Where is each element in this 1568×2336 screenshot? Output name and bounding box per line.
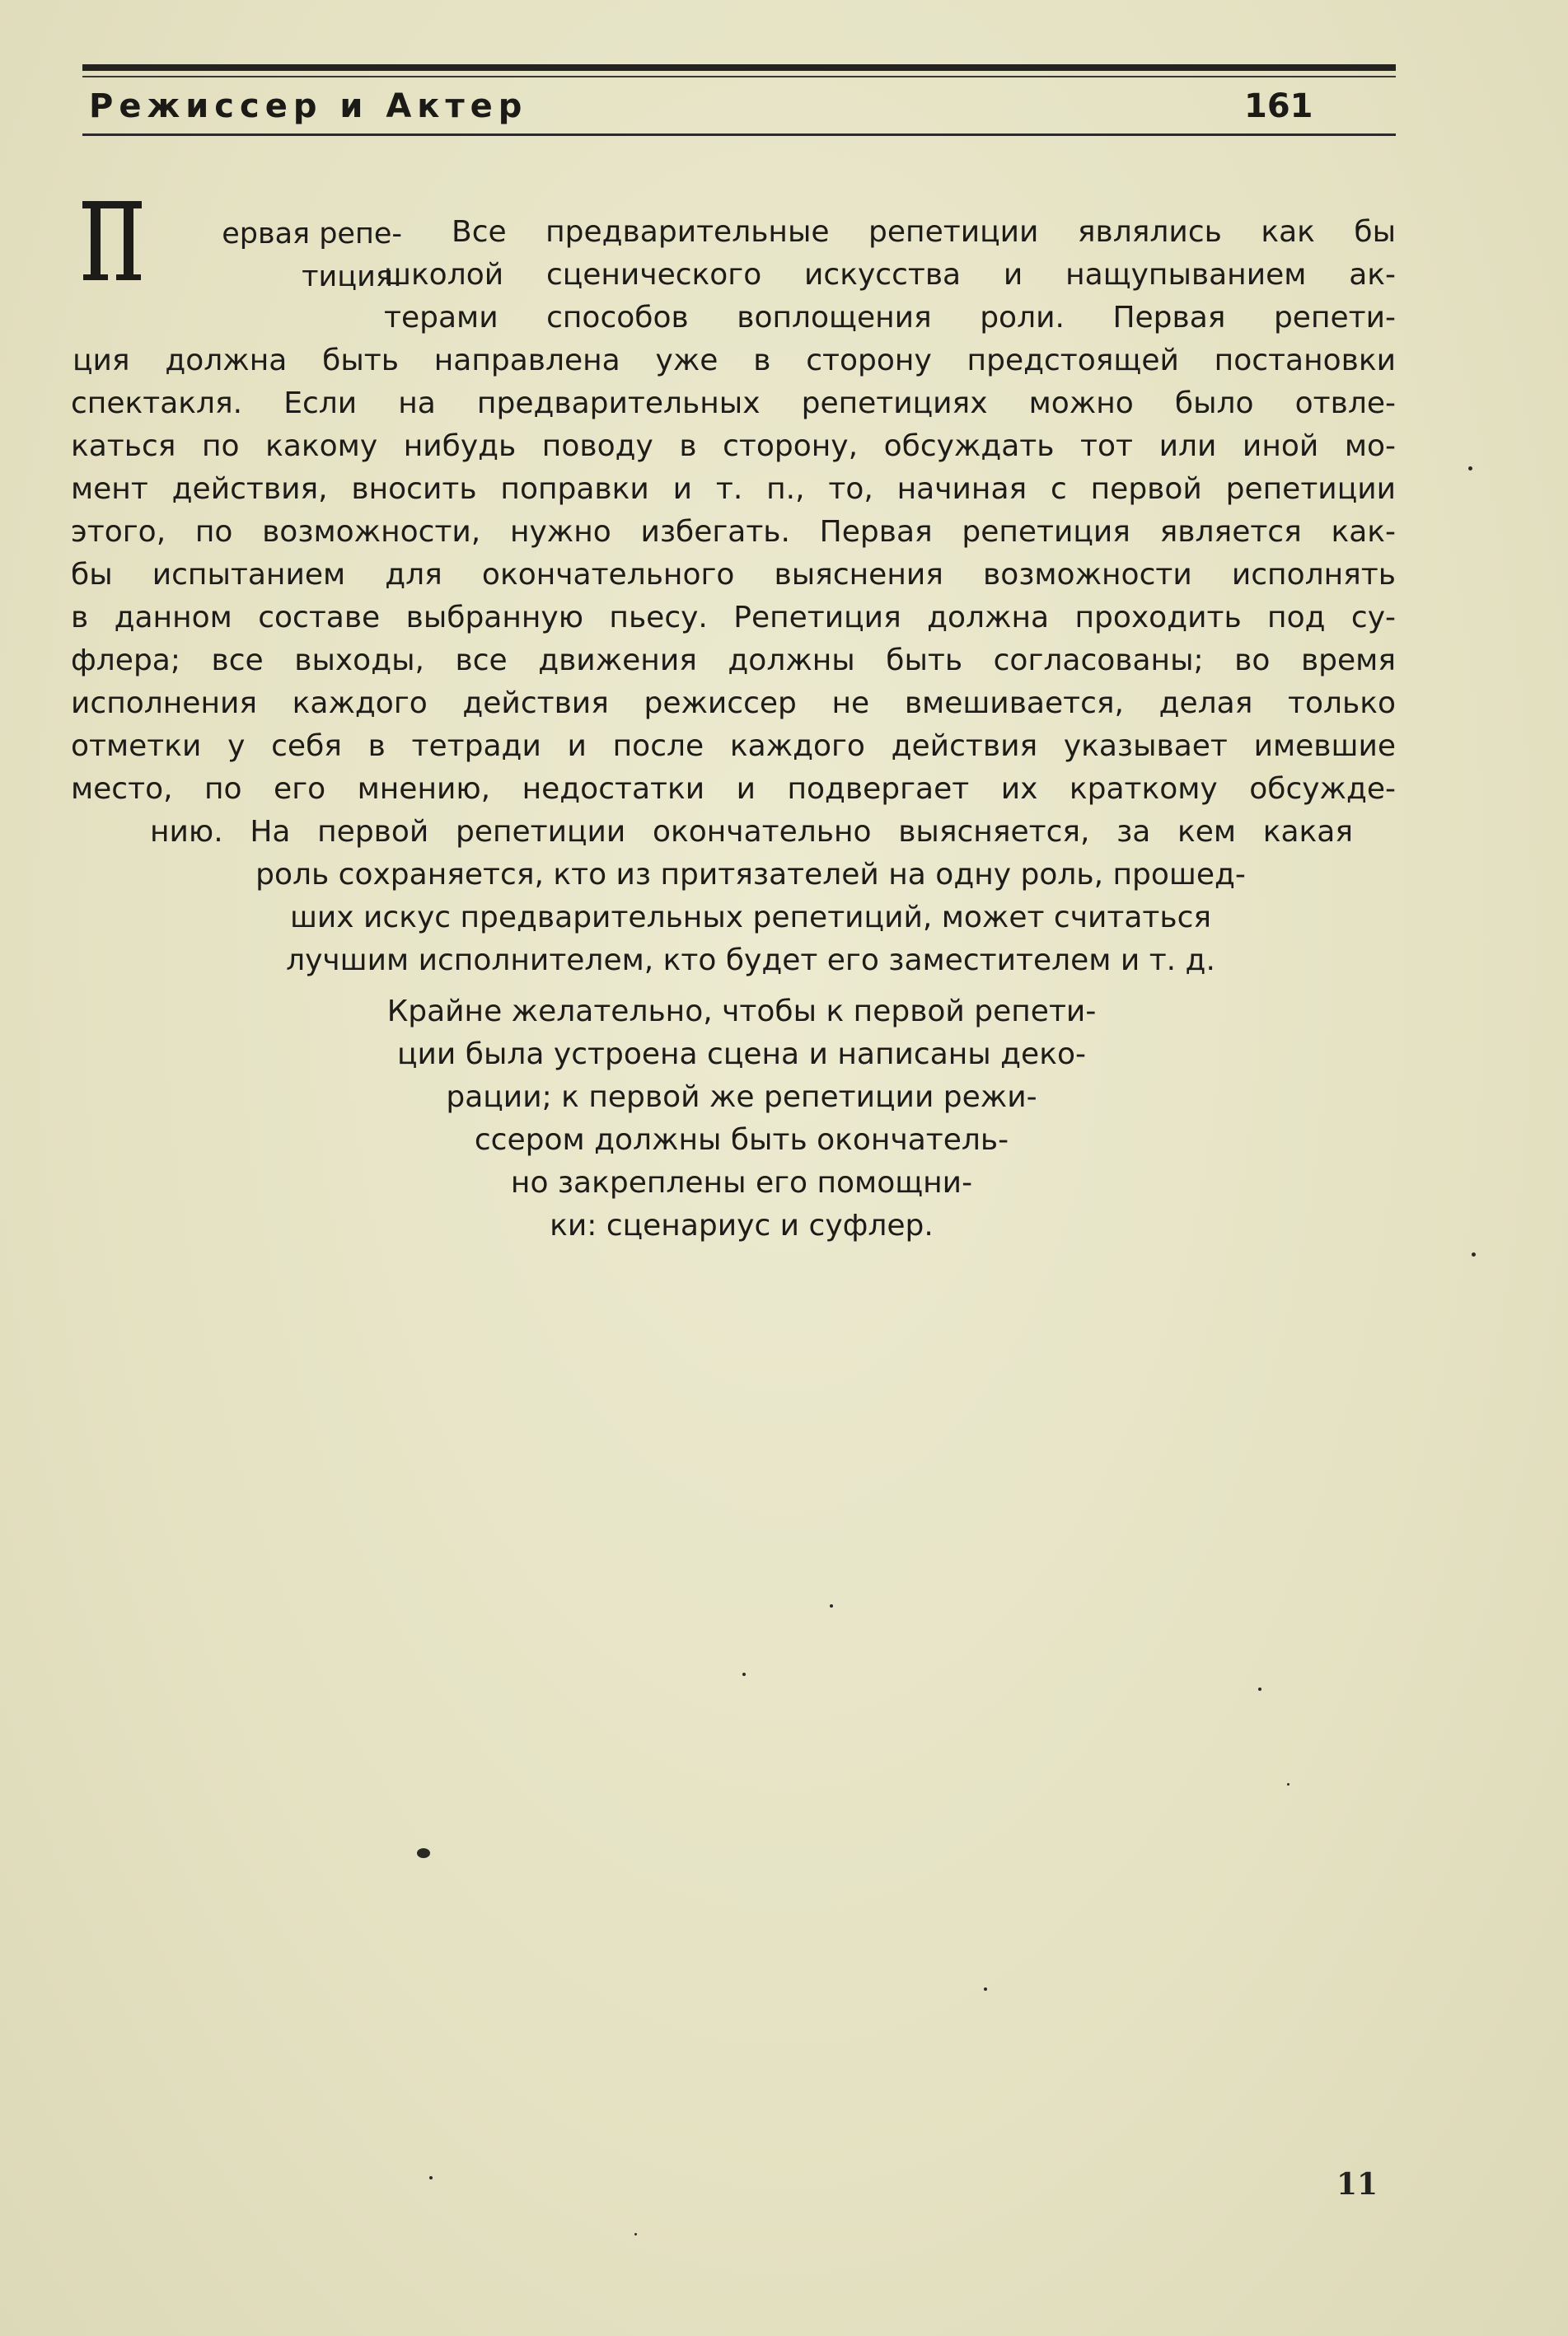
body-line-2: школой сценического искусства и нащупыванием ак- [384,258,1396,292]
body-line-6: каться по какому нибудь поводу в сторону, обсуждать тот или иной мо- [71,429,1396,463]
body-line-18: лучшим исполнителем, кто будет его заместителем и т. д. [286,943,1215,977]
body-line-4: ция должна быть направлена уже в сторону предстоящей постановки [73,344,1396,377]
body-line-17: ших искус предварительных репетиций, может считаться [289,901,1212,934]
body-line-10: в данном составе выбранную пьесу. Репетиция должна проходить под су- [71,601,1396,634]
ink-speck [1287,1783,1290,1786]
sidenote [163,213,402,298]
sidenote-line-2: тиция. [302,260,402,293]
body-line-23: но закреплены его помощни- [510,1166,973,1200]
ink-speck [1472,1252,1476,1257]
signature-mark: 11 [1336,2167,1378,2202]
sidenote-line-1: ервая репе- [222,218,402,250]
ink-speck [742,1673,746,1676]
body-line-21: рации; к первой же репетиции режи- [446,1080,1037,1114]
header-rule-bottom [82,133,1396,136]
ink-speck [417,1848,430,1858]
body-line-16: роль сохраняется, кто из притязателей на одну роль, прошед- [255,858,1246,892]
body-line-15: нию. На первой репетиции окончательно выясняется, за кем какая [150,815,1353,849]
body-line-22: ссером должны быть окончатель- [474,1123,1009,1157]
ink-speck [984,1987,987,1991]
header-rule-thin [82,76,1396,77]
header-rule-thick [82,64,1396,71]
body-line-24: ки: сценариус и суфлер. [550,1209,934,1243]
body-line-3: терами способов воплощения роли. Первая репети- [384,301,1396,335]
body-line-7: мент действия, вносить поправки и т. п., то, начиная с первой репетиции [71,472,1396,506]
body-line-14: место, по его мнению, недостатки и подвергает их краткому обсужде- [71,772,1396,806]
body-line-11: флера; все выходы, все движения должны быть согласованы; во время [71,644,1396,677]
ink-speck [429,2176,433,2179]
ink-speck [1258,1688,1261,1691]
body-line-13: отметки у себя в тетради и после каждого действия указывает имевшие [71,729,1396,763]
body-line-9: бы испытанием для окончательного выяснения возможности исполнять [71,558,1396,592]
body-line-19: Крайне желательно, чтобы к первой репети- [386,995,1097,1028]
page-number: 161 [1244,87,1313,125]
body-line-1: Все предварительные репетиции являлись как бы [452,215,1396,249]
body-line-5: спектакля. Если на предварительных репетициях можно было отвле- [71,386,1396,420]
dropcap-letter [82,201,142,282]
ink-speck [830,1604,833,1608]
body-line-12: исполнения каждого действия режиссер не вмешивается, делая только [71,686,1396,720]
ink-speck [1468,466,1472,470]
body-line-20: ции была устроена сцена и написаны деко- [397,1037,1086,1071]
ink-speck [634,2233,637,2235]
body-line-8: этого, по возможности, нужно избегать. Первая репетиция является как- [71,515,1396,549]
running-title: Режиссер и Актер [89,87,528,125]
